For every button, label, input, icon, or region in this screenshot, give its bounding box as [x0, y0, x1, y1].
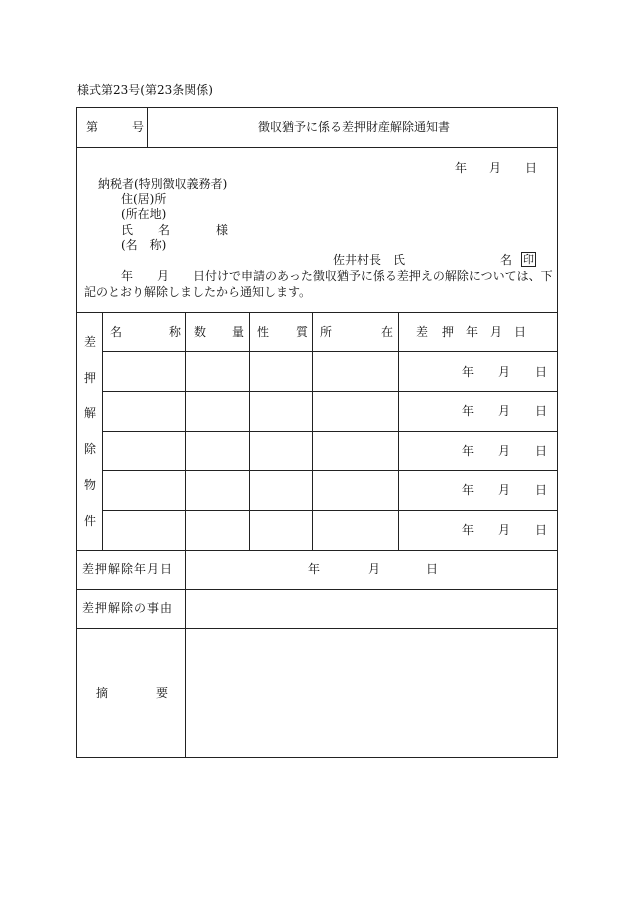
release-date-rule [76, 589, 558, 590]
header-date-1: 差 [416, 325, 429, 339]
honorific: 様 [216, 223, 229, 237]
col-divider-name [185, 312, 186, 758]
name-sub-label: (名 称) [121, 238, 167, 252]
row-year: 年 [462, 483, 475, 497]
name-label-1: 氏 [121, 223, 134, 237]
header-date-3: 年 [466, 325, 479, 339]
header-nature-1: 性 [257, 325, 270, 339]
release-date-day: 日 [426, 562, 439, 576]
issuer-name-char: 名 [500, 253, 513, 267]
form-label: 様式第23号(第23条関係) [77, 83, 213, 97]
side-label-char: 解 [84, 406, 97, 420]
header-place-2: 在 [381, 325, 394, 339]
row-year: 年 [462, 365, 475, 379]
release-reason-label: 差押解除の事由 [82, 601, 174, 615]
header-bottom-rule [76, 147, 558, 148]
notice-body-line1: 年 月 日付けで申請のあった徴収猶予に係る差押えの解除については、下 [121, 269, 553, 283]
header-nature-2: 質 [296, 325, 309, 339]
seal-box: 印 [523, 253, 534, 266]
row-month: 月 [498, 404, 511, 418]
addressee-label: 納税者(特別徴収義務者) [98, 177, 228, 191]
row-day: 日 [535, 365, 548, 379]
items-row-rule [102, 510, 558, 511]
row-year: 年 [462, 404, 475, 418]
release-reason-rule [76, 628, 558, 629]
doc-number-suffix: 号 [132, 120, 145, 134]
row-day: 日 [535, 404, 548, 418]
row-day: 日 [535, 444, 548, 458]
document-title: 徴収猶予に係る差押財産解除通知書 [258, 120, 451, 134]
items-row-rule [102, 470, 558, 471]
notice-bottom-rule [76, 312, 558, 313]
header-name-2: 称 [169, 325, 182, 339]
header-qty-2: 量 [232, 325, 245, 339]
release-date-year: 年 [308, 562, 321, 576]
header-qty-1: 数 [194, 325, 207, 339]
row-year: 年 [462, 523, 475, 537]
row-month: 月 [498, 365, 511, 379]
row-month: 月 [498, 483, 511, 497]
header-name-1: 名 [110, 325, 123, 339]
notice-body-line2: 記のとおり解除しましたから通知します。 [84, 285, 312, 299]
summary-label-2: 要 [156, 686, 169, 700]
row-day: 日 [535, 483, 548, 497]
summary-label-1: 摘 [96, 686, 109, 700]
notice-date-year: 年 [455, 161, 468, 175]
release-date-month: 月 [368, 562, 381, 576]
row-month: 月 [498, 523, 511, 537]
header-place-1: 所 [320, 325, 333, 339]
side-label-char: 除 [84, 442, 97, 456]
header-date-5: 日 [514, 325, 527, 339]
doc-number-prefix: 第 [86, 120, 99, 134]
header-divider [147, 107, 148, 147]
items-header-rule [102, 351, 558, 352]
row-year: 年 [462, 444, 475, 458]
side-label-char: 差 [84, 335, 97, 349]
notice-date-day: 日 [525, 161, 538, 175]
items-row-rule [102, 431, 558, 432]
side-label-char: 物 [84, 478, 97, 492]
address-sub-label: (所在地) [121, 207, 167, 221]
notice-date-month: 月 [489, 161, 502, 175]
items-bottom-rule [76, 550, 558, 551]
items-row-rule [102, 391, 558, 392]
row-month: 月 [498, 444, 511, 458]
header-date-2: 押 [442, 325, 455, 339]
row-day: 日 [535, 523, 548, 537]
address-label: 住(居)所 [121, 192, 167, 206]
release-date-label: 差押解除年月日 [82, 562, 174, 576]
side-label-char: 押 [84, 371, 97, 385]
side-label-char: 件 [84, 514, 97, 528]
name-label-2: 名 [158, 223, 171, 237]
issuer: 佐井村長 氏 [333, 253, 406, 267]
header-date-4: 月 [490, 325, 503, 339]
